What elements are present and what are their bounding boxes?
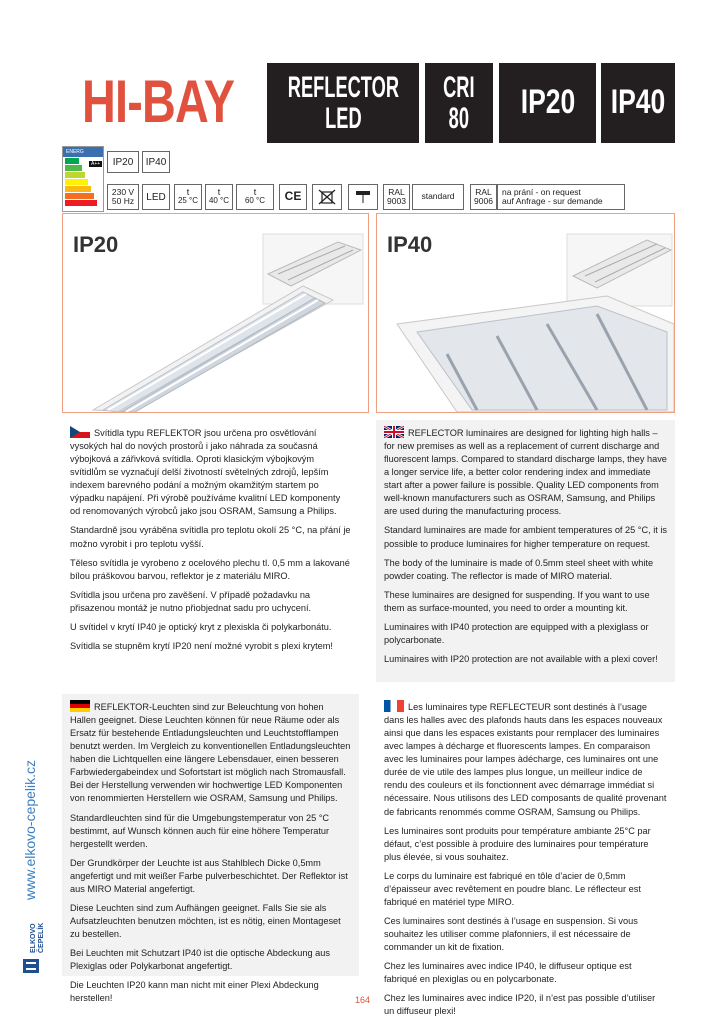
header-box-line: IP20: [520, 83, 575, 122]
ral-9006-desc-line: na prání - on request: [502, 186, 581, 197]
ral-9006-desc-line: auf Anfrage - sur demande: [502, 196, 603, 206]
text-en-p6: Luminaires with IP20 protection are not available with a plexi cover!: [384, 653, 658, 664]
header-box-line: IP40: [610, 83, 666, 122]
ip40-luminaire-image: [377, 214, 674, 412]
header-box-cri: [425, 63, 493, 143]
header-box-line: REFLECTOR: [287, 70, 399, 104]
temp-symbol: t: [186, 187, 190, 198]
page-title: HI-BAY: [82, 68, 235, 135]
ral-code: 9006: [474, 196, 493, 206]
header-box-ip40: [601, 63, 675, 143]
temp-value: 60 °C: [244, 196, 266, 206]
energy-class-bar: [65, 158, 79, 164]
text-de-p5: Bei Leuchten mit Schutzart IP40 ist die optische Abdeckung aus Plexiglas oder Polykarbonat angefertigt.: [70, 948, 330, 972]
page-number: 164: [354, 995, 371, 1005]
text-cz-p1: [70, 426, 351, 518]
voltage-value: 230 V: [111, 186, 135, 197]
logo-mark-icon: [23, 959, 39, 973]
ip40-panel: [376, 213, 675, 413]
text-en: [376, 420, 675, 682]
energy-class-bar: [65, 193, 94, 199]
text-de: [62, 694, 359, 1004]
temp-spec-25: [174, 184, 202, 210]
ral-label: RAL: [388, 186, 405, 197]
ip40-tag: IP40: [142, 151, 170, 173]
text-fr-p4: Ces luminaires sont destinés à l’usage en suspension. Si vous souhaitez les utiliser comme plafonniers, il est nécessaire de commander un kit de fixation.: [384, 915, 638, 953]
ip20-panel: [62, 213, 369, 413]
energy-label: [62, 146, 104, 212]
ip20-panel-title: IP20: [73, 232, 119, 257]
text-en-p1: [384, 426, 667, 518]
ral-label: RAL: [475, 186, 492, 197]
text-fr-p3: Le corps du luminaire est fabriqué en tôle d’acier de 0,5mm d’épaisseur avec revêtement en poudre blanc. Le réflecteur est fabriqué en matériel type MIRO.: [384, 870, 641, 907]
energy-class-bar: [65, 179, 88, 185]
temp-symbol: t: [253, 187, 257, 198]
ral-9006-tag: [470, 184, 497, 210]
logo-text-line1: ELKOVO: [30, 923, 37, 953]
czech-flag-icon: [70, 426, 90, 438]
text-en-p4: These luminaires are designed for suspending. If you want to use them as surface-mounted, you need to order a mounting kit.: [384, 589, 650, 613]
website-url[interactable]: www.elkovo-cepelik.cz: [22, 759, 38, 900]
logo-text-line2: ČEPELÍK: [38, 922, 45, 953]
energy-label-brand: ENERG: [63, 147, 103, 157]
text-cz-p1-text: Svítidla typu REFLEKTOR jsou určena pro osvětlování vysokých hal do nových prostorů i jako náhrada za současná výbojková a zářivková svítidla. Oproti klasickým výbojkovým svítidlům se vyznačují delší životností světelných zdrojů, lepším indexem barevného podání a možným okamžitým startem po výpadku napájení. Při výrobě používáme kvalitní LED komponenty od renomovaných výrobců jako jsou OSRAM, Samsung a Philips.: [70, 428, 341, 517]
text-de-p6: Die Leuchten IP20 kann man nicht mit einer Plexi Abdeckung herstellen!: [70, 980, 319, 1004]
header-box-reflector-led: [267, 63, 419, 143]
energy-class-bar: [65, 186, 91, 192]
french-flag-icon: [384, 700, 404, 712]
text-cz-p6: Svítidla se stupněm krytí IP20 není možné vyrobit s plexi krytem!: [70, 640, 333, 651]
text-fr: [376, 694, 675, 1017]
text-cz: [62, 420, 359, 666]
text-fr-p2: Les luminaires sont produits pour température ambiante 25°C par défaut, c’est possible à produire des luminaires pour température plus élevée, si vous souhaitez.: [384, 825, 651, 862]
text-en-p2: Standard luminaires are made for ambient temperatures of 25 °C, it is possible to produce luminaires for higher temperature on request.: [384, 525, 668, 549]
header-box-ip20: [499, 63, 596, 143]
led-spec: LED: [142, 184, 170, 210]
text-cz-p3: Těleso svítidla je vyrobeno z ocelového plechu tl. 0,5 mm a lakované bílou práškovou barvou, reflektor je z materiálu MIRO.: [70, 557, 350, 581]
uk-flag-icon: [384, 426, 404, 438]
ral-9006-desc: [497, 184, 625, 210]
text-de-p2: Standardleuchten sind für die Umgebungstemperatur von 25 °C bestimmt, auf Wunsch können auch für eine höhere Temperatur hergestellt werden.: [70, 812, 330, 849]
text-de-p3: Der Grundkörper der Leuchte ist aus Stahlblech Dicke 0,5mm angefertigt und mit weißer Farbe pulverbeschichtet. Der Reflektor ist aus MIRO Material angefertigt.: [70, 857, 348, 894]
ip40-panel-title: IP40: [387, 232, 433, 257]
text-en-p3: The body of the luminaire is made of 0.5mm steel sheet with white powder coating. The reflector is made of MIRO material.: [384, 557, 654, 581]
voltage-spec: [107, 184, 139, 210]
text-fr-p6: Chez les luminaires avec indice IP20, il n’est pas possible d’utiliser un diffuseur plexi!: [384, 993, 656, 1017]
ip20-tag: IP20: [107, 151, 139, 173]
text-de-p1: [70, 700, 351, 806]
elkovo-logo: [20, 915, 45, 975]
text-fr-p1-text: Les luminaires type REFLECTEUR sont destinés à l’usage dans les halles avec des plafonds hauts dans les espaces nouveaux ainsi que dans les espaces existants pour remplacer des luminaires avec lampes à décharge et fluorescents lampes. En comparaison avec les luminaires pour lampes àdécharge, ces luminaires ont une durée de vie utile des lampes plus longue, un meilleur indice de rendu des couleurs et ils fonctionnent avec démarrage immédiat si nécessaire. Nous utilisons des LED composants de qualité provenant de fabricants renommés comme OSRAM, Samsung ou Philips.: [384, 702, 667, 817]
temp-value: 40 °C: [208, 196, 230, 206]
text-en-p5: Luminaires with IP40 protection are equipped with a plexiglass or polycarbonate.: [384, 621, 649, 645]
text-fr-p1: [384, 700, 667, 819]
ip20-luminaire-image: [63, 214, 368, 412]
text-fr-p5: Chez les luminaires avec indice IP40, le diffuseur optique est fabriqué en plexiglas ou en polycarbonate.: [384, 961, 632, 985]
energy-class-indicator: A++: [91, 161, 101, 167]
energy-class-bar: [65, 165, 82, 171]
temp-symbol: t: [217, 187, 221, 198]
ce-mark-icon: CE: [279, 184, 307, 210]
ral-code: 9003: [387, 196, 406, 206]
ral-9003-desc: standard: [412, 184, 464, 210]
german-flag-icon: [70, 700, 90, 712]
header-box-line: 80: [448, 102, 470, 135]
energy-class-bar: [65, 200, 97, 206]
text-cz-p4: Svítidla jsou určena pro zavěšení. V případě požadavku na přisazenou montáž je nutno přiobjednat sadu pro uchycení.: [70, 589, 312, 613]
text-de-p4: Diese Leuchten sind zum Aufhängen geeignet. Falls Sie sie als Aufsatzleuchten benutzen möchten, ist es nötig, einen Montageset zu bestellen.: [70, 902, 341, 939]
text-de-p1-text: REFLEKTOR-Leuchten sind zur Beleuchtung von hohen Hallen geeignet. Diese Leuchten können für neue Räume oder als Ersatz für bestehende Entladungsleuchten und Leuchtstofflampen benutzt werden. Im Vergleich zu konventionellen Entladungsleuchten haben die Lichtquellen eine längere Lebensdauer, einen besseren Farbwiedergabeindex und Sofortstart ist möglich nach Stromausfall. Bei der Herstellung verwenden wir hochwertige LED Komponenten von renommierten Herstellern wie OSRAM, Samsung und Philips.: [70, 702, 351, 804]
ral-9003-tag: [383, 184, 410, 210]
header-box-line: LED: [324, 102, 362, 135]
text-cz-p2: Standardně jsou vyráběna svítidla pro teplotu okolí 25 °C, na přání je možno vyrobit i pro teplotu vyšší.: [70, 525, 351, 549]
energy-class-bar: [65, 172, 85, 178]
temp-spec-60: [236, 184, 274, 210]
temp-value: 25 °C: [177, 196, 199, 206]
frequency-value: 50 Hz: [111, 196, 135, 206]
disposal-icon: [312, 184, 342, 210]
mounting-icon: [348, 184, 378, 210]
temp-spec-40: [205, 184, 233, 210]
text-cz-p5: U svítidel v krytí IP40 je optický kryt z plexiskla či polykarbonátu.: [70, 621, 332, 632]
header-box-line: CRI: [443, 70, 475, 104]
text-en-p1-text: REFLECTOR luminaires are designed for lighting high halls – for new premises as well as a replacement of current discharge and fluorescent lamps. Compared to standard discharge lamps, they have a longer service life, a better color rendering index and immediate start after a power failure is possible. Quality LED components from well-known manufacturers such as OSRAM, Samsung, and Philips are used during the manufacturing process.: [384, 428, 667, 517]
